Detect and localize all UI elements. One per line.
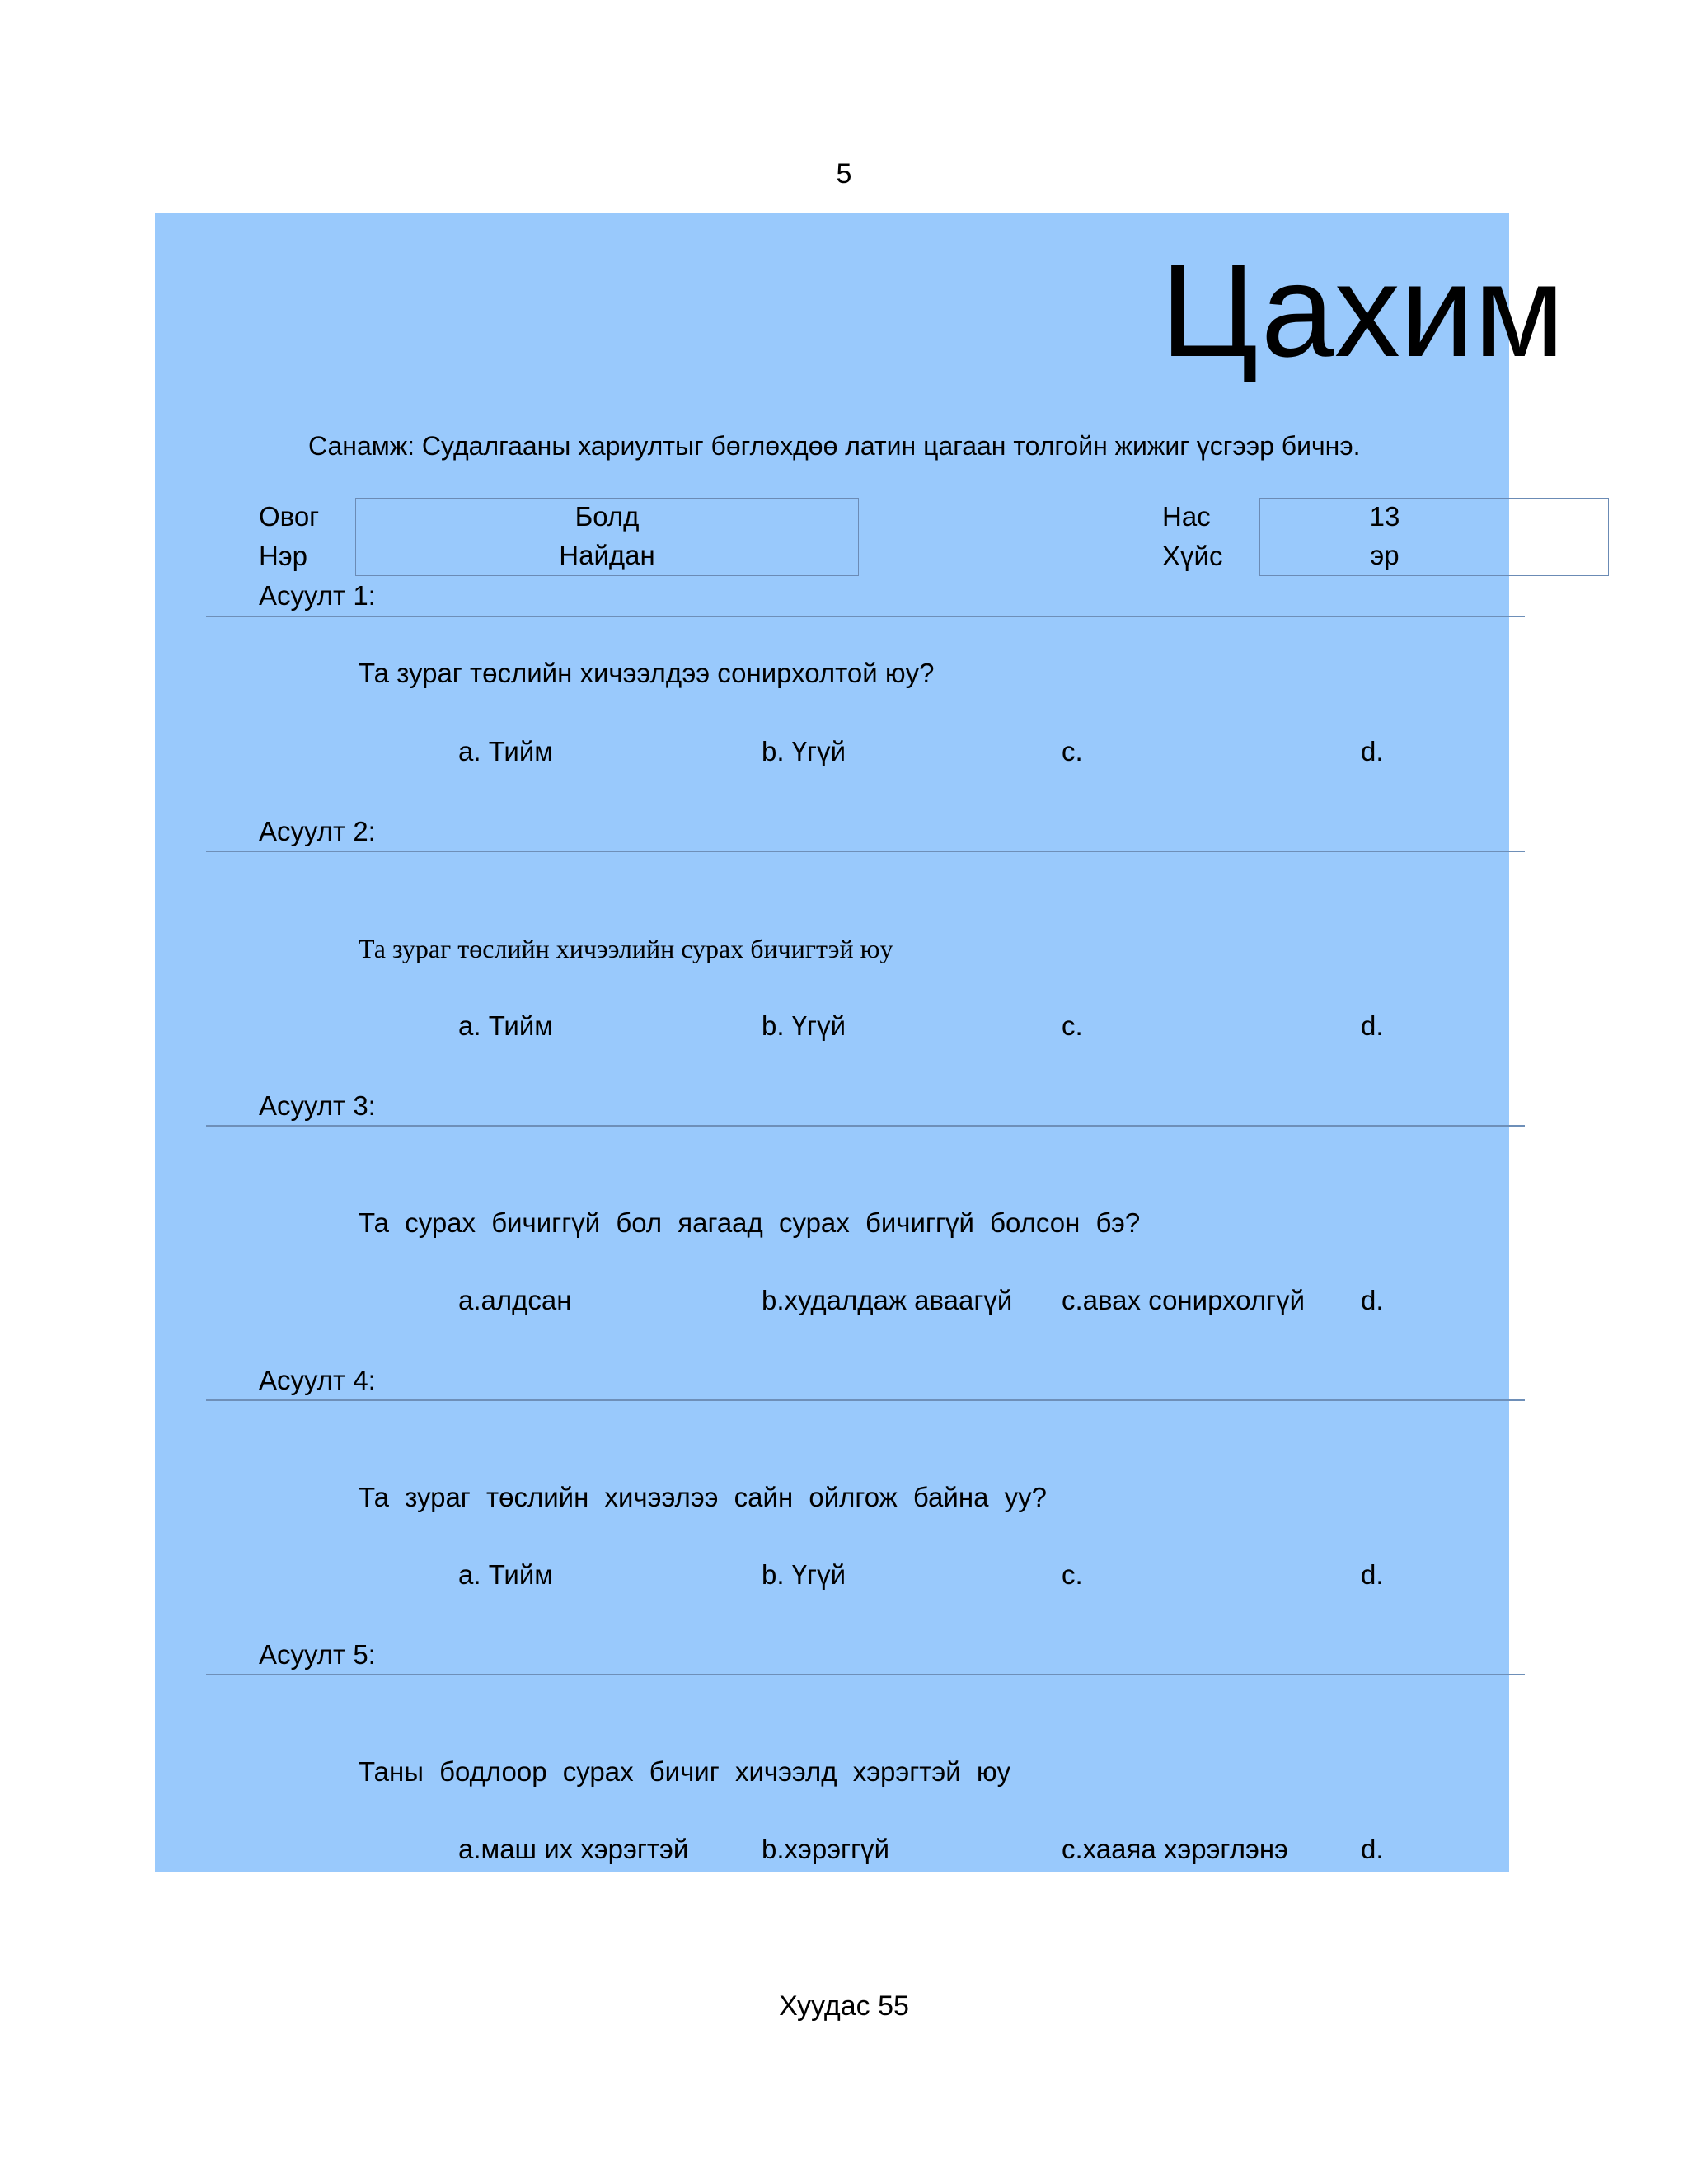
question-4-text: Та зураг төслийн хичээлээ сайн ойлгож байна уу?	[359, 1482, 1047, 1512]
instruction-note: Санамж: Судалгааны хариултыг бөглөхдөө латин цагаан толгойн жижиг үсгээр бичнэ.	[308, 431, 1361, 461]
question-2-option-c[interactable]: c.	[1062, 1010, 1083, 1041]
survey-sheet	[155, 213, 1565, 1872]
divider	[206, 1125, 1525, 1127]
question-5-option-b[interactable]: b.хэрэггүй	[762, 1834, 890, 1864]
question-1-option-d[interactable]: d.	[1361, 736, 1384, 766]
name-label: Нэр	[259, 541, 308, 571]
question-3-text: Та сурах бичиггүй бол яагаад сурах бичиггүй болсон бэ?	[359, 1207, 1141, 1238]
gender-label: Хүйс	[1162, 541, 1223, 571]
question-3-option-a[interactable]: a.алдсан	[458, 1285, 572, 1315]
age-field[interactable]: 13	[1259, 498, 1609, 537]
question-2-option-d[interactable]: d.	[1361, 1010, 1384, 1041]
survey-title: Цахим	[1160, 237, 1565, 384]
question-2-option-a[interactable]: a. Тийм	[458, 1010, 553, 1041]
gender-field[interactable]: эр	[1259, 537, 1609, 576]
divider	[206, 1399, 1525, 1401]
question-4-option-b[interactable]: b. Үгүй	[762, 1559, 846, 1590]
question-1-header: Асуулт 1:	[259, 580, 376, 611]
question-3-header: Асуулт 3:	[259, 1090, 376, 1121]
page-footer: Хуудас 55	[779, 1990, 909, 2022]
question-1-text: Та зураг төслийн хичээлдээ сонирхолтой юу?	[359, 658, 935, 688]
name-field[interactable]: Найдан	[355, 537, 859, 576]
question-2-header: Асуулт 2:	[259, 816, 376, 846]
surname-field[interactable]: Болд	[355, 498, 859, 537]
question-1-option-a[interactable]: a. Тийм	[458, 736, 553, 766]
surname-label: Овог	[259, 501, 320, 532]
question-4-option-c[interactable]: c.	[1062, 1559, 1083, 1590]
question-4-header: Асуулт 4:	[259, 1365, 376, 1395]
question-3-option-d[interactable]: d.	[1361, 1285, 1384, 1315]
question-3-option-c[interactable]: c.авах сонирхолгүй	[1062, 1285, 1306, 1315]
divider	[206, 1674, 1525, 1675]
divider	[206, 851, 1525, 852]
question-5-option-a[interactable]: a.маш их хэрэгтэй	[458, 1834, 689, 1864]
divider	[206, 616, 1525, 617]
question-2-option-b[interactable]: b. Үгүй	[762, 1010, 846, 1041]
age-label: Нас	[1162, 501, 1211, 532]
question-5-header: Асуулт 5:	[259, 1639, 376, 1670]
question-5-option-c[interactable]: c.хааяа хэрэглэнэ	[1062, 1834, 1288, 1864]
page-number: 5	[836, 158, 852, 190]
question-2-text: Та зураг төслийн хичээлийн сурах бичигтэй юу	[359, 934, 893, 963]
question-5-option-d[interactable]: d.	[1361, 1834, 1384, 1864]
question-5-text: Таны бодлоор сурах бичиг хичээлд хэрэгтэй юу	[359, 1756, 1011, 1787]
question-3-option-b[interactable]: b.худалдаж аваагүй	[762, 1285, 1013, 1315]
question-4-option-a[interactable]: a. Тийм	[458, 1559, 553, 1590]
question-1-option-c[interactable]: c.	[1062, 736, 1083, 766]
question-4-option-d[interactable]: d.	[1361, 1559, 1384, 1590]
question-1-option-b[interactable]: b. Үгүй	[762, 736, 846, 766]
